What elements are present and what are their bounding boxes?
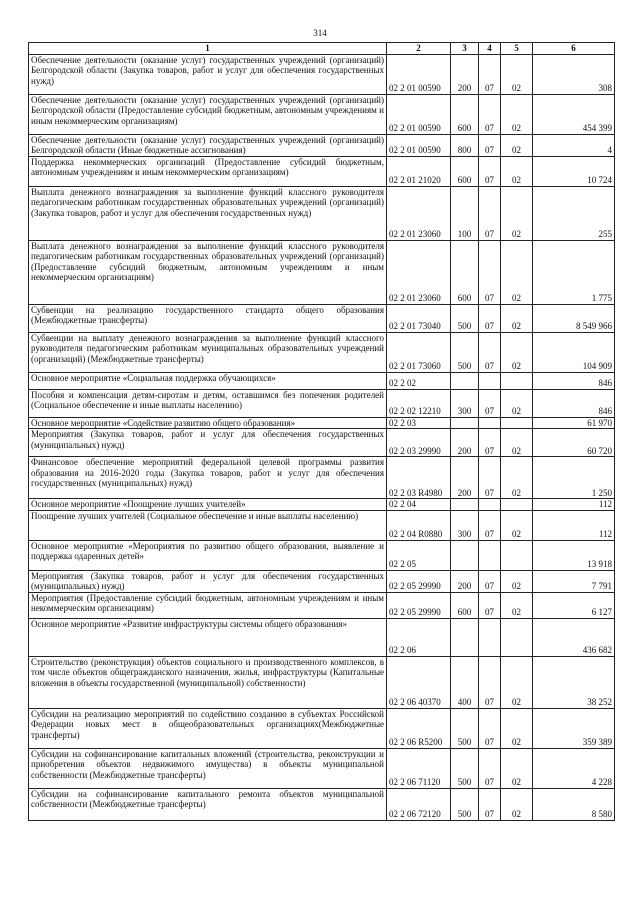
section: 07 bbox=[479, 240, 501, 304]
budget-code: 02 2 01 73060 bbox=[387, 332, 451, 372]
budget-code: 02 2 04 bbox=[387, 499, 451, 511]
subsection: 02 bbox=[501, 94, 533, 134]
table-row bbox=[29, 372, 615, 389]
amount: 8 549 966 bbox=[533, 304, 615, 332]
section: 07 bbox=[479, 156, 501, 186]
expense-type bbox=[451, 372, 479, 389]
amount: 104 909 bbox=[533, 332, 615, 372]
subsection: 02 bbox=[501, 570, 533, 592]
budget-code: 02 2 05 bbox=[387, 540, 451, 570]
table-row bbox=[29, 417, 615, 429]
section bbox=[479, 540, 501, 570]
row-name: Финансовое обеспечение мероприятий федеральной целевой программы развития образования на 2016-2020 годы (Закупка товаров, работ и услуг для обеспечения государственных (муниципальных) нужд) bbox=[29, 457, 387, 499]
expense-type: 300 bbox=[451, 510, 479, 540]
expense-type: 100 bbox=[451, 186, 479, 240]
budget-code: 02 2 01 23060 bbox=[387, 240, 451, 304]
amount: 308 bbox=[533, 54, 615, 94]
budget-code: 02 2 01 00590 bbox=[387, 54, 451, 94]
amount: 4 228 bbox=[533, 748, 615, 788]
expense-type: 200 bbox=[451, 570, 479, 592]
expense-type: 500 bbox=[451, 788, 479, 820]
budget-code: 02 2 06 bbox=[387, 618, 451, 656]
budget-code: 02 2 06 72120 bbox=[387, 788, 451, 820]
section: 07 bbox=[479, 510, 501, 540]
subsection: 02 bbox=[501, 389, 533, 417]
subsection: 02 bbox=[501, 134, 533, 156]
expense-type: 500 bbox=[451, 332, 479, 372]
expense-type bbox=[451, 499, 479, 511]
subsection bbox=[501, 540, 533, 570]
table-row bbox=[29, 94, 615, 134]
row-name: Субсидии на софинансирование капитального ремонта объектов муниципальной собственности (Межбюджетные трансферты) bbox=[29, 788, 387, 820]
subsection: 02 bbox=[501, 332, 533, 372]
subsection bbox=[501, 499, 533, 511]
budget-code: 02 2 01 23060 bbox=[387, 186, 451, 240]
row-name: Мероприятия (Закупка товаров, работ и услуг для обеспечения государственных (муниципальных) нужд) bbox=[29, 429, 387, 457]
amount: 6 127 bbox=[533, 592, 615, 618]
budget-code: 02 2 01 00590 bbox=[387, 94, 451, 134]
subsection bbox=[501, 417, 533, 429]
expense-type: 600 bbox=[451, 240, 479, 304]
amount: 112 bbox=[533, 510, 615, 540]
row-name: Основное мероприятие «Развитие инфраструктуры системы общего образования» bbox=[29, 618, 387, 656]
table-row bbox=[29, 499, 615, 511]
row-name: Субвенции на выплату денежного вознаграждения за выполнение функций классного руководителя педагогическим работникам муниципальных образовательных учреждений (организаций) (Межбюджетные трансферты) bbox=[29, 332, 387, 372]
budget-code: 02 2 02 bbox=[387, 372, 451, 389]
row-name: Мероприятия (Предоставление субсидий бюджетным, автономным учреждениям и иным некоммерческим организациям) bbox=[29, 592, 387, 618]
budget-code: 02 2 03 R4980 bbox=[387, 457, 451, 499]
subsection: 02 bbox=[501, 240, 533, 304]
table-row bbox=[29, 592, 615, 618]
amount: 112 bbox=[533, 499, 615, 511]
expense-type bbox=[451, 540, 479, 570]
row-name: Строительство (реконструкция) объектов социального и производственного комплексов, в том числе объектов общегражданского назначения, жилья, инфраструктуры (Капитальные вложения в объекты государственной (муниципальной) собственности) bbox=[29, 656, 387, 708]
subsection: 02 bbox=[501, 186, 533, 240]
table-row bbox=[29, 332, 615, 372]
amount: 846 bbox=[533, 389, 615, 417]
expense-type: 200 bbox=[451, 54, 479, 94]
row-name: Субсидии на реализацию мероприятий по содействию созданию в субъектах Российской Федерации новых мест в общеобразовательных организациях(Межбюджетные трансферты) bbox=[29, 708, 387, 748]
table-row bbox=[29, 570, 615, 592]
table-row bbox=[29, 134, 615, 156]
column-header: 2 bbox=[387, 43, 451, 55]
section: 07 bbox=[479, 389, 501, 417]
amount: 10 724 bbox=[533, 156, 615, 186]
table-row bbox=[29, 156, 615, 186]
budget-code: 02 2 05 29990 bbox=[387, 592, 451, 618]
amount: 454 399 bbox=[533, 94, 615, 134]
section: 07 bbox=[479, 656, 501, 708]
section: 07 bbox=[479, 304, 501, 332]
table-row bbox=[29, 656, 615, 708]
subsection: 02 bbox=[501, 54, 533, 94]
row-name: Пособия и компенсация детям-сиротам и детям, оставшимся без попечения родителей (Социальное обеспечение и иные выплаты населению) bbox=[29, 389, 387, 417]
table-row bbox=[29, 389, 615, 417]
amount: 61 970 bbox=[533, 417, 615, 429]
subsection: 02 bbox=[501, 748, 533, 788]
row-name: Обеспечение деятельности (оказание услуг) государственных учреждений (организаций) Белгородской области (Иные бюджетные ассигнования) bbox=[29, 134, 387, 156]
expense-type: 500 bbox=[451, 748, 479, 788]
row-name: Поддержка некоммерческих организаций (Предоставление субсидий бюджетным, автономным учреждениям и иным некоммерческим организациям) bbox=[29, 156, 387, 186]
expense-type: 400 bbox=[451, 656, 479, 708]
budget-code: 02 2 01 00590 bbox=[387, 134, 451, 156]
amount: 1 250 bbox=[533, 457, 615, 499]
page-number: 314 bbox=[313, 28, 327, 38]
table-row bbox=[29, 788, 615, 820]
table-row bbox=[29, 618, 615, 656]
row-name: Поощрение лучших учителей (Социальное обеспечение и иные выплаты населению) bbox=[29, 510, 387, 540]
row-name: Основное мероприятие «Содействие развитию общего образования» bbox=[29, 417, 387, 429]
row-name: Основное мероприятие «Социальная поддержка обучающихся» bbox=[29, 372, 387, 389]
row-name: Выплата денежного вознаграждения за выполнение функций классного руководителя педагогическим работникам государственных образовательных учреждений (организаций) (Предоставление субсидий бюджетным, автономным учреждениям и иным некоммерческим организациям) bbox=[29, 240, 387, 304]
row-name: Основное мероприятие «Мероприятия по развитию общего образования, выявление и поддержка одаренных детей» bbox=[29, 540, 387, 570]
table-row bbox=[29, 540, 615, 570]
row-name: Обеспечение деятельности (оказание услуг) государственных учреждений (организаций) Белгородской области (Предоставление субсидий бюджетным, автономным учреждениям и иным некоммерческим организациям) bbox=[29, 94, 387, 134]
subsection: 02 bbox=[501, 156, 533, 186]
table-row bbox=[29, 748, 615, 788]
expense-type: 500 bbox=[451, 708, 479, 748]
expense-type bbox=[451, 417, 479, 429]
section: 07 bbox=[479, 457, 501, 499]
section: 07 bbox=[479, 592, 501, 618]
section: 07 bbox=[479, 788, 501, 820]
table-row bbox=[29, 429, 615, 457]
amount: 846 bbox=[533, 372, 615, 389]
amount: 38 252 bbox=[533, 656, 615, 708]
expense-type: 600 bbox=[451, 156, 479, 186]
amount: 7 791 bbox=[533, 570, 615, 592]
column-header: 3 bbox=[451, 43, 479, 55]
expense-type: 200 bbox=[451, 429, 479, 457]
expense-type: 300 bbox=[451, 389, 479, 417]
amount: 13 918 bbox=[533, 540, 615, 570]
row-name: Основное мероприятие «Поощрение лучших учителей» bbox=[29, 499, 387, 511]
section bbox=[479, 499, 501, 511]
amount: 60 720 bbox=[533, 429, 615, 457]
budget-code: 02 2 03 29990 bbox=[387, 429, 451, 457]
row-name: Мероприятия (Закупка товаров, работ и услуг для обеспечения государственных (муниципальных) нужд) bbox=[29, 570, 387, 592]
subsection: 02 bbox=[501, 708, 533, 748]
row-name: Выплата денежного вознаграждения за выполнение функций классного руководителя педагогическим работникам государственных образовательных учреждений (организаций) (Закупка товаров, работ и услуг для обеспечения государственных нужд) bbox=[29, 186, 387, 240]
expense-type bbox=[451, 618, 479, 656]
subsection bbox=[501, 372, 533, 389]
column-header: 1 bbox=[29, 43, 387, 55]
section: 07 bbox=[479, 54, 501, 94]
budget-code: 02 2 03 bbox=[387, 417, 451, 429]
row-name: Субсидии на софинансирование капитальных вложений (строительства, реконструкции и приобретения объектов недвижимого имущества) в объекты муниципальной собственности (Межбюджетные трансферты) bbox=[29, 748, 387, 788]
subsection: 02 bbox=[501, 304, 533, 332]
table-row bbox=[29, 510, 615, 540]
budget-code: 02 2 06 71120 bbox=[387, 748, 451, 788]
section: 07 bbox=[479, 708, 501, 748]
section: 07 bbox=[479, 570, 501, 592]
table-row bbox=[29, 708, 615, 748]
section: 07 bbox=[479, 748, 501, 788]
budget-code: 02 2 06 40370 bbox=[387, 656, 451, 708]
budget-code: 02 2 01 21020 bbox=[387, 156, 451, 186]
table-row bbox=[29, 457, 615, 499]
subsection: 02 bbox=[501, 510, 533, 540]
section bbox=[479, 372, 501, 389]
amount: 8 580 bbox=[533, 788, 615, 820]
budget-code: 02 2 01 73040 bbox=[387, 304, 451, 332]
section: 07 bbox=[479, 134, 501, 156]
budget-code: 02 2 02 12210 bbox=[387, 389, 451, 417]
subsection: 02 bbox=[501, 656, 533, 708]
expense-type: 800 bbox=[451, 134, 479, 156]
section: 07 bbox=[479, 429, 501, 457]
amount: 359 389 bbox=[533, 708, 615, 748]
row-name: Субвенции на реализацию государственного стандарта общего образования (Межбюджетные трансферты) bbox=[29, 304, 387, 332]
table-row bbox=[29, 186, 615, 240]
budget-code: 02 2 05 29990 bbox=[387, 570, 451, 592]
subsection: 02 bbox=[501, 592, 533, 618]
row-name: Обеспечение деятельности (оказание услуг) государственных учреждений (организаций) Белгородской области (Закупка товаров, работ и услуг для обеспечения государственных нужд) bbox=[29, 54, 387, 94]
section: 07 bbox=[479, 332, 501, 372]
section: 07 bbox=[479, 94, 501, 134]
table-row bbox=[29, 240, 615, 304]
subsection: 02 bbox=[501, 429, 533, 457]
subsection: 02 bbox=[501, 788, 533, 820]
budget-table bbox=[28, 42, 615, 821]
column-header: 6 bbox=[533, 43, 615, 55]
amount: 436 682 bbox=[533, 618, 615, 656]
subsection bbox=[501, 618, 533, 656]
subsection: 02 bbox=[501, 457, 533, 499]
section bbox=[479, 417, 501, 429]
section: 07 bbox=[479, 186, 501, 240]
amount: 4 bbox=[533, 134, 615, 156]
expense-type: 500 bbox=[451, 304, 479, 332]
expense-type: 200 bbox=[451, 457, 479, 499]
budget-code: 02 2 06 R5200 bbox=[387, 708, 451, 748]
table-row bbox=[29, 304, 615, 332]
column-header: 5 bbox=[501, 43, 533, 55]
table-row bbox=[29, 54, 615, 94]
amount: 1 775 bbox=[533, 240, 615, 304]
amount: 255 bbox=[533, 186, 615, 240]
column-header: 4 bbox=[479, 43, 501, 55]
expense-type: 600 bbox=[451, 94, 479, 134]
budget-code: 02 2 04 R0880 bbox=[387, 510, 451, 540]
table-header-row bbox=[29, 43, 615, 55]
section bbox=[479, 618, 501, 656]
expense-type: 600 bbox=[451, 592, 479, 618]
